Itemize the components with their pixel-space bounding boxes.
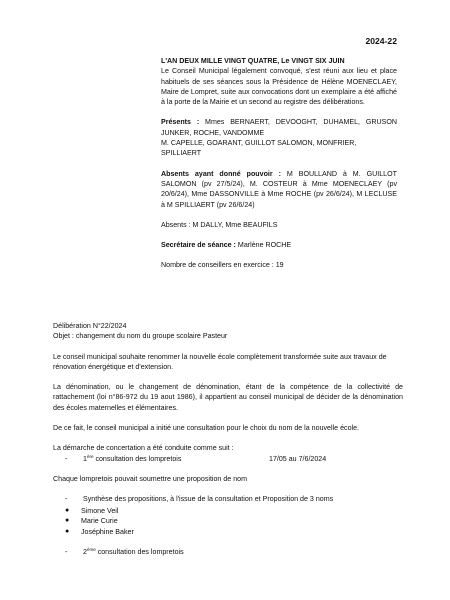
session-header-block (161, 56, 397, 281)
synthese-text: Synthèse des propositions, à l'issue de la consultation et Proposition de 3 noms (83, 495, 334, 504)
conseillers-count: Nombre de conseillers en exercice : 19 (161, 261, 284, 270)
candidate-name: Simone Veil (81, 506, 119, 515)
session-date-title: L'AN DEUX MILLE VINGT QUATRE, Le VINGT SIX JUIN (161, 57, 345, 65)
ordinal-suffix: ère (86, 453, 94, 459)
presents-list: Mmes BERNAERT, DEVOOGHT, DUHAMEL, GRUSON JUNKER, ROCHE, VANDOMME (161, 118, 397, 137)
second-consultation-label: consultation des lompretois (95, 547, 184, 556)
session-intro: Le Conseil Municipal légalement convoqué, s'est réuni aux lieu et place habituels de ses séances sous la Présidence de Hélène MOENECLAEY, Maire de Lompret, suite aux convocations dont un exemplaire a été affiché à la porte de la Mairie et un second au registre des délibérations. (161, 67, 397, 107)
candidate-name: Joséphine Baker (81, 528, 134, 537)
first-consultation-dates: 17/05 au 7/6/2024 (269, 454, 327, 463)
list-item-second-consultation (53, 547, 403, 557)
paragraph-consultation: De ce fait, le conseil municipal a initié une consultation pour le choix du nom de la nouvelle école. (53, 424, 360, 433)
paragraph-demarche: La démarche de concertation a été conduite comme suit : (53, 444, 234, 453)
candidate-name: Marie Curie (81, 517, 118, 526)
ordinal-suffix: ème (86, 546, 96, 552)
secretaire-section (161, 240, 397, 250)
deliberation-body (53, 321, 403, 557)
list-item-first-consultation (53, 454, 403, 464)
list-item (53, 516, 403, 527)
ordinal-number: 2 (83, 547, 87, 556)
paragraph-proposition: Chaque lompretois pouvait soumettre une proposition de nom (53, 474, 248, 483)
list-item (53, 506, 403, 517)
presents-list-men: M. CAPELLE, GOARANT, GUILLOT SALOMON, MONFRIER, SPILLIAERT (161, 139, 357, 158)
absents-pouvoir-section (161, 169, 397, 210)
secretaire-label: Secrétaire de séance : (161, 241, 236, 250)
dash-marker: - (65, 495, 68, 504)
absents-line: Absents : M DALLY, Mme BEAUFILS (161, 220, 278, 229)
bullet-icon: ● (65, 506, 70, 514)
dash-marker: - (65, 454, 68, 463)
bullet-icon: ● (65, 528, 70, 536)
list-item-synthese (53, 494, 403, 504)
absents-pouvoir-list: M BOULLAND à M. GUILLOT SALOMON (pv 27/5/24), M. COSTEUR à Mme MOENECLAEY (pv 20/6/24), Mme DASSONVILLE à Mme ROCHE (pv 26/6/24), M LECLUSE à M SPILLIAERT (pv 26/6/24) (161, 169, 397, 209)
paragraph-competence: La dénomination, ou le changement de dénomination, étant de la compétence de la collectivité de rattachement (loi n°86-972 du 19 aout 1986), il appartient au conseil municipal de décider de la dénomination des écoles maternelles et élémentaires. (53, 383, 403, 412)
presents-section (161, 117, 397, 138)
deliberation-number: Délibération N°22/2024 (53, 322, 127, 330)
presents-label: Présents : (161, 118, 200, 127)
bullet-icon: ● (65, 517, 70, 525)
secretaire-name: Marlène ROCHE (237, 241, 292, 250)
deliberation-objet: Objet : changement du nom du groupe scolaire Pasteur (53, 332, 228, 341)
absents-pouvoir-label: Absents ayant donné pouvoir : (161, 169, 281, 178)
document-reference: 2024-22 (365, 36, 397, 46)
first-consultation-label: consultation des lompretois (93, 454, 182, 463)
paragraph-renaming: Le conseil municipal souhaite renommer la nouvelle école complètement transformée suite aux travaux de rénovation énergétique et d'extension. (53, 352, 387, 371)
list-item (53, 527, 403, 538)
dash-marker: - (65, 547, 68, 556)
ordinal-number: 1 (83, 454, 87, 463)
